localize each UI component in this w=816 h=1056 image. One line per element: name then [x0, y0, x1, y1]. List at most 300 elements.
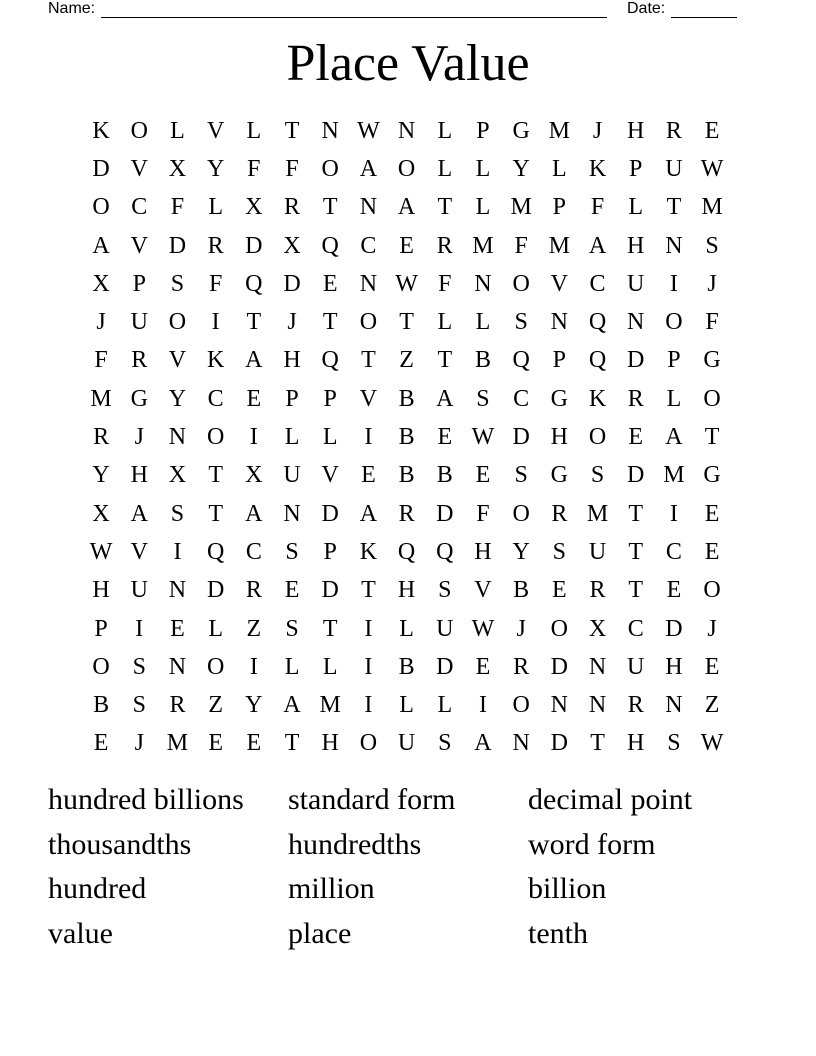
grid-letter: S — [170, 270, 185, 297]
grid-letter: D — [627, 347, 645, 374]
grid-letter: I — [249, 653, 258, 680]
grid-letter: O — [130, 117, 148, 144]
grid-letter: Q — [397, 538, 416, 565]
grid-letter: P — [323, 385, 337, 412]
grid-letter: T — [628, 577, 644, 604]
grid-letter: X — [588, 615, 607, 642]
grid-letter: L — [437, 117, 453, 144]
grid-letter: A — [665, 424, 683, 451]
grid-letter: F — [170, 194, 185, 221]
grid-letter: K — [359, 538, 378, 565]
grid-letter: N — [627, 309, 645, 336]
grid-letter: O — [321, 155, 339, 182]
grid-letter: W — [471, 424, 495, 451]
grid-letter: O — [512, 270, 530, 297]
grid-letter: G — [703, 347, 721, 374]
grid-letter: E — [704, 500, 720, 527]
grid-letter: S — [170, 500, 185, 527]
grid-letter: X — [92, 500, 110, 527]
grid-letter: W — [471, 615, 495, 642]
grid-letter: N — [474, 270, 492, 297]
grid-letter: E — [93, 730, 109, 757]
grid-letter: N — [168, 577, 187, 604]
page-title: Place Value — [286, 35, 530, 92]
grid-letter: U — [130, 309, 148, 336]
grid-letter: I — [249, 424, 258, 451]
grid-letter: Q — [512, 347, 530, 374]
grid-letter: D — [283, 270, 301, 297]
grid-letter: S — [590, 462, 605, 489]
grid-letter: U — [397, 730, 416, 757]
grid-letter: D — [512, 424, 530, 451]
grid-letter: S — [705, 232, 719, 259]
grid-letter: N — [359, 270, 378, 297]
grid-letter: X — [92, 270, 110, 297]
grid-letter: A — [397, 194, 416, 221]
grid-letter: O — [206, 653, 225, 680]
grid-letter: N — [665, 692, 683, 719]
grid-letter: I — [364, 692, 373, 719]
grid-letter: J — [96, 309, 106, 336]
grid-letter: U — [283, 462, 301, 489]
grid-letter: X — [168, 462, 187, 489]
grid-letter: B — [398, 462, 415, 489]
grid-letter: T — [322, 615, 338, 642]
grid-letter: S — [285, 615, 299, 642]
grid-letter: Q — [436, 538, 454, 565]
grid-letter: L — [246, 117, 262, 144]
grid-letter: V — [359, 385, 378, 412]
grid-letter: O — [665, 309, 683, 336]
grid-letter: X — [168, 155, 187, 182]
grid-letter: U — [130, 577, 148, 604]
grid-letter: Z — [246, 615, 262, 642]
grid-letter: H — [92, 577, 110, 604]
grid-letter: B — [398, 653, 415, 680]
word-list — [48, 778, 768, 956]
grid-letter: N — [550, 692, 569, 719]
grid-letter: E — [284, 577, 300, 604]
grid-letter: K — [588, 385, 607, 412]
grid-letter: I — [478, 692, 487, 719]
grid-letter: D — [245, 232, 263, 259]
grid-letter: I — [669, 270, 678, 297]
grid-letter: R — [245, 577, 262, 604]
grid-letter: S — [438, 577, 452, 604]
grid-letter: S — [438, 730, 452, 757]
grid-letter: O — [92, 194, 110, 221]
grid-letter: I — [364, 424, 373, 451]
date-label: Date: — [627, 0, 666, 17]
letter-grid — [82, 112, 731, 763]
grid-letter: C — [665, 538, 682, 565]
grid-letter: J — [707, 615, 717, 642]
grid-letter: G — [550, 385, 569, 412]
grid-letter: L — [322, 653, 338, 680]
grid-letter: T — [208, 500, 223, 527]
grid-letter: N — [168, 424, 187, 451]
grid-letter: N — [283, 500, 301, 527]
grid-letter: J — [592, 117, 603, 144]
grid-letter: Y — [92, 462, 110, 489]
grid-letter: E — [628, 424, 644, 451]
grid-letter: D — [321, 577, 339, 604]
grid-letter: B — [436, 462, 453, 489]
grid-letter: E — [208, 730, 223, 757]
grid-letter: P — [323, 538, 337, 565]
grid-letter: D — [321, 500, 339, 527]
grid-letter: S — [552, 538, 567, 565]
grid-letter: I — [173, 538, 182, 565]
grid-letter: T — [361, 577, 376, 604]
grid-letter: P — [132, 270, 146, 297]
grid-letter: L — [437, 692, 453, 719]
grid-letter: C — [245, 538, 262, 565]
grid-letter: Z — [704, 692, 720, 719]
grid-letter: X — [245, 194, 263, 221]
grid-letter: C — [589, 270, 606, 297]
grid-letter: F — [476, 500, 490, 527]
grid-letter: E — [704, 538, 720, 565]
grid-letter: M — [510, 194, 532, 221]
word-list-item: thousandths — [48, 827, 192, 861]
grid-letter: C — [627, 615, 644, 642]
grid-letter: R — [207, 232, 224, 259]
grid-letter: B — [474, 347, 491, 374]
grid-letter: Q — [206, 538, 225, 565]
grid-letter: K — [206, 347, 225, 374]
grid-letter: M — [663, 462, 685, 489]
name-blank-line[interactable] — [101, 1, 607, 18]
grid-letter: F — [247, 155, 261, 182]
grid-letter: O — [359, 730, 378, 757]
grid-letter: V — [130, 155, 148, 182]
grid-letter: A — [359, 155, 378, 182]
grid-letter: A — [245, 347, 263, 374]
grid-letter: E — [246, 730, 262, 757]
grid-letter: D — [206, 577, 225, 604]
grid-letter: E — [361, 462, 376, 489]
grid-letter: U — [627, 653, 645, 680]
grid-letter: L — [322, 424, 338, 451]
grid-letter: W — [357, 117, 380, 144]
grid-letter: Q — [588, 347, 607, 374]
grid-letter: T — [208, 462, 223, 489]
grid-letter: L — [399, 692, 414, 719]
grid-letter: B — [513, 577, 530, 604]
grid-letter: D — [92, 155, 110, 182]
grid-letter: E — [666, 577, 682, 604]
grid-letter: A — [436, 385, 454, 412]
grid-letter: O — [512, 500, 530, 527]
grid-letter: C — [513, 385, 530, 412]
grid-letter: O — [397, 155, 416, 182]
grid-letter: L — [628, 194, 644, 221]
grid-letter: O — [512, 692, 530, 719]
grid-letter: O — [588, 424, 607, 451]
grid-letter: H — [130, 462, 148, 489]
grid-letter: T — [666, 194, 682, 221]
grid-letter: L — [552, 155, 567, 182]
word-list-item: hundred — [48, 872, 147, 905]
grid-letter: Y — [206, 155, 225, 182]
grid-letter: W — [700, 155, 724, 182]
grid-letter: T — [322, 194, 338, 221]
grid-letter: N — [588, 692, 607, 719]
grid-letter: N — [168, 653, 187, 680]
grid-letter: M — [90, 385, 112, 412]
grid-letter: S — [667, 730, 681, 757]
grid-letter: Y — [245, 692, 263, 719]
grid-letter: R — [131, 347, 148, 374]
grid-letter: I — [211, 309, 220, 336]
grid-letter: T — [704, 424, 720, 451]
grid-letter: F — [208, 270, 223, 297]
grid-letter: A — [130, 500, 148, 527]
grid-letter: N — [321, 117, 339, 144]
grid-letter: S — [514, 462, 528, 489]
grid-letter: S — [514, 309, 528, 336]
grid-letter: B — [398, 424, 415, 451]
grid-letter: U — [436, 615, 454, 642]
grid-letter: H — [321, 730, 339, 757]
grid-letter: L — [437, 309, 453, 336]
grid-letter: T — [284, 117, 300, 144]
grid-letter: H — [474, 538, 492, 565]
grid-letter: P — [552, 347, 567, 374]
grid-letter: L — [208, 194, 223, 221]
grid-letter: E — [437, 424, 453, 451]
grid-letter: O — [703, 577, 721, 604]
grid-letter: T — [246, 309, 262, 336]
grid-letter: Q — [245, 270, 263, 297]
grid-letter: J — [134, 730, 144, 757]
grid-letter: T — [284, 730, 300, 757]
grid-letter: R — [436, 232, 453, 259]
grid-letter: D — [550, 730, 569, 757]
grid-letter: I — [669, 500, 678, 527]
word-list-item: decimal point — [528, 783, 693, 816]
word-list-item: word form — [528, 827, 656, 861]
grid-letter: D — [627, 462, 645, 489]
grid-letter: R — [284, 194, 301, 221]
grid-letter: V — [130, 538, 148, 565]
grid-letter: S — [476, 385, 490, 412]
word-list-item: billion — [528, 872, 607, 905]
grid-letter: M — [548, 117, 571, 144]
grid-letter: U — [665, 155, 683, 182]
grid-letter: F — [285, 155, 299, 182]
grid-letter: I — [364, 615, 373, 642]
grid-letter: T — [437, 194, 453, 221]
grid-letter: X — [245, 462, 263, 489]
grid-letter: N — [588, 653, 607, 680]
grid-letter: H — [665, 653, 683, 680]
grid-letter: E — [170, 615, 185, 642]
grid-letter: M — [319, 692, 341, 719]
grid-letter: F — [94, 347, 108, 374]
grid-letter: B — [93, 692, 110, 719]
grid-letter: K — [588, 155, 607, 182]
grid-letter: Q — [321, 232, 339, 259]
grid-letter: P — [667, 347, 681, 374]
grid-letter: M — [548, 232, 571, 259]
grid-letter: O — [359, 309, 378, 336]
grid-letter: D — [436, 500, 454, 527]
grid-letter: E — [399, 232, 414, 259]
name-field — [48, 0, 607, 18]
grid-letter: G — [703, 462, 721, 489]
grid-letter: U — [627, 270, 645, 297]
word-list-item: value — [48, 916, 113, 950]
grid-letter: P — [629, 155, 643, 182]
grid-letter: M — [701, 194, 723, 221]
grid-letter: H — [550, 424, 569, 451]
grid-letter: J — [707, 270, 717, 297]
grid-letter: M — [166, 730, 189, 757]
grid-letter: R — [589, 577, 606, 604]
grid-letter: Y — [512, 538, 530, 565]
word-list-item: hundred billions — [48, 783, 244, 816]
grid-letter: V — [321, 462, 339, 489]
grid-letter: O — [550, 615, 569, 642]
grid-letter: D — [168, 232, 187, 259]
grid-letter: Q — [321, 347, 339, 374]
grid-letter: F — [590, 194, 605, 221]
grid-letter: E — [322, 270, 338, 297]
grid-letter: N — [359, 194, 378, 221]
grid-letter: T — [628, 538, 644, 565]
grid-letter: L — [284, 424, 300, 451]
grid-letter: C — [360, 232, 377, 259]
grid-letter: L — [475, 155, 491, 182]
grid-letter: H — [627, 730, 645, 757]
grid-letter: O — [206, 424, 225, 451]
grid-letter: A — [474, 730, 492, 757]
grid-letter: H — [627, 117, 645, 144]
grid-letter: T — [399, 309, 414, 336]
grid-letter: A — [359, 500, 378, 527]
grid-letter: L — [170, 117, 185, 144]
grid-letter: E — [704, 653, 720, 680]
grid-letter: M — [472, 232, 494, 259]
grid-letter: H — [627, 232, 645, 259]
grid-letter: Y — [512, 155, 530, 182]
grid-letter: P — [552, 194, 567, 221]
grid-letter: R — [93, 424, 110, 451]
grid-letter: E — [475, 653, 491, 680]
grid-letter: S — [132, 692, 146, 719]
grid-letter: S — [132, 653, 146, 680]
grid-letter: E — [246, 385, 262, 412]
grid-letter: O — [92, 653, 110, 680]
grid-letter: T — [437, 347, 453, 374]
name-label: Name: — [48, 0, 96, 17]
grid-letter: E — [552, 577, 567, 604]
grid-letter: V — [474, 577, 492, 604]
grid-letter: Z — [399, 347, 414, 374]
header — [48, 0, 744, 20]
grid-letter: Z — [208, 692, 223, 719]
grid-letter: J — [516, 615, 526, 642]
grid-letter: C — [207, 385, 224, 412]
grid-letter: F — [705, 309, 719, 336]
grid-letter: W — [89, 538, 113, 565]
grid-letter: A — [245, 500, 263, 527]
date-blank-line[interactable] — [671, 1, 737, 18]
grid-letter: O — [703, 385, 721, 412]
grid-letter: F — [514, 232, 528, 259]
grid-letter: L — [208, 615, 223, 642]
grid-letter: S — [285, 538, 299, 565]
word-list-item: tenth — [528, 916, 588, 950]
grid-letter: C — [131, 194, 148, 221]
grid-letter: W — [395, 270, 418, 297]
grid-letter: G — [130, 385, 148, 412]
grid-letter: T — [322, 309, 338, 336]
grid-letter: Q — [588, 309, 607, 336]
grid-letter: R — [169, 692, 186, 719]
grid-letter: R — [551, 500, 568, 527]
grid-letter: L — [475, 194, 491, 221]
word-list-item: standard form — [288, 783, 456, 816]
grid-letter: P — [476, 117, 490, 144]
grid-letter: N — [665, 232, 683, 259]
grid-letter: V — [206, 117, 225, 144]
grid-letter: R — [513, 653, 530, 680]
grid-letter: N — [550, 309, 569, 336]
grid-letter: N — [397, 117, 416, 144]
grid-letter: J — [287, 309, 297, 336]
date-field — [627, 0, 737, 18]
grid-letter: L — [284, 653, 300, 680]
grid-letter: Y — [168, 385, 187, 412]
grid-letter: B — [398, 385, 415, 412]
grid-letter: K — [92, 117, 110, 144]
grid-letter: J — [134, 424, 144, 451]
grid-letter: L — [437, 155, 453, 182]
word-list-item: place — [288, 916, 352, 950]
grid-letter: E — [704, 117, 720, 144]
grid-letter: G — [512, 117, 530, 144]
grid-letter: F — [438, 270, 452, 297]
grid-letter: N — [512, 730, 530, 757]
grid-letter: D — [665, 615, 683, 642]
grid-letter: T — [590, 730, 605, 757]
grid-letter: L — [399, 615, 414, 642]
grid-letter: I — [135, 615, 144, 642]
word-list-item: million — [288, 872, 375, 905]
grid-letter: O — [168, 309, 187, 336]
grid-letter: T — [361, 347, 376, 374]
grid-letter: G — [550, 462, 569, 489]
grid-letter: A — [588, 232, 607, 259]
grid-letter: V — [130, 232, 148, 259]
grid-letter: V — [168, 347, 187, 374]
grid-letter: A — [283, 692, 301, 719]
grid-letter: L — [666, 385, 682, 412]
grid-letter: L — [475, 309, 491, 336]
grid-letter: R — [398, 500, 415, 527]
grid-letter: D — [550, 653, 569, 680]
grid-letter: I — [364, 653, 373, 680]
word-list-item: hundredths — [288, 827, 422, 861]
grid-letter: X — [283, 232, 301, 259]
grid-letter: V — [550, 270, 569, 297]
grid-letter: H — [397, 577, 416, 604]
grid-letter: R — [665, 117, 682, 144]
grid-letter: T — [628, 500, 644, 527]
